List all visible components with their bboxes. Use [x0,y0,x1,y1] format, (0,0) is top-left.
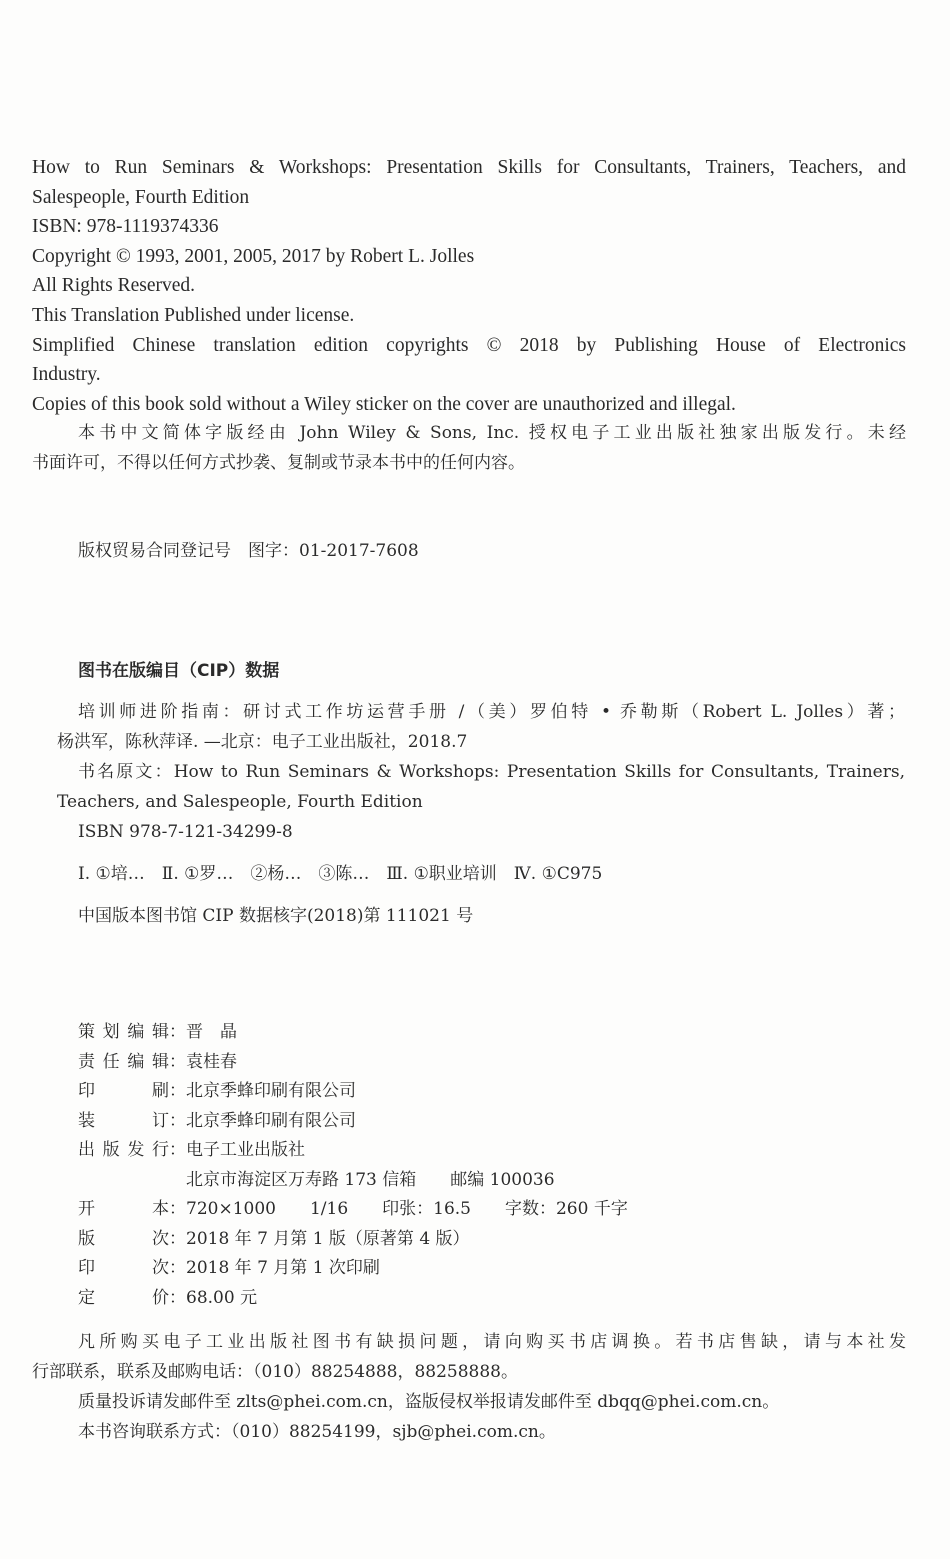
cip-entry-line: 培训师进阶指南：研讨式工作坊运营手册 /（美）罗伯特 • 乔勒斯（Robert L. Jolles）著； [78,702,905,722]
pub-label: 开 本 ： [78,1199,186,1219]
pub-label: 定 价 ： [78,1287,186,1308]
authorization-line: 本书中文简体字版经由 John Wiley & Sons, Inc. 授权电子工业出版社独家出版发行。未经 [78,423,906,443]
pub-value: 电子工业出版社 [186,1140,305,1160]
sticker-notice: Copies of this book sold without a Wiley sticker on the cover are unauthorized and illegal. [32,393,736,415]
cip-entry-line: 杨洪军，陈秋萍译. —北京：电子工业出版社，2018.7 [57,732,468,752]
copyright-line: Copyright © 1993, 2001, 2005, 2017 by Robert L. Jolles [32,245,475,267]
registration-number: 版权贸易合同登记号 图字：01-2017-7608 [78,541,419,561]
notice-line: 凡所购买电子工业出版社图书有缺损问题，请向购买书店调换。若书店售缺，请与本社发 [78,1332,906,1352]
authorization-statement [32,419,906,478]
english-copyright-block [32,153,906,419]
cip-original-title: Teachers, and Salespeople, Fourth Edition [57,792,423,812]
pub-value: 720×1000 1/16 印张：16.5 字数：260 千字 [186,1199,628,1219]
cip-data-block [57,697,905,931]
inquiry-contact: 本书咨询联系方式：（010）88254199，sjb@phei.com.cn。 [78,1422,556,1442]
pub-label-empty [78,1166,186,1196]
original-isbn: ISBN: 978-1119374336 [32,216,219,238]
cip-isbn: ISBN 978-7-121-34299-8 [78,822,293,842]
publication-info [78,1018,628,1313]
pub-label: 印 次 ： [78,1258,186,1278]
pub-row [78,1107,628,1137]
pub-row [78,1166,628,1196]
pub-row [78,1225,628,1255]
translation-copyright-line: Simplified Chinese translation edition copyrights © 2018 by Publishing House of Electronics [32,334,906,356]
pub-row [78,1284,628,1314]
pub-row [78,1254,628,1284]
rights-reserved: All Rights Reserved. [32,275,196,297]
pub-label: 装 订 ： [78,1110,186,1131]
pub-value: 北京季蜂印刷有限公司 [186,1081,356,1101]
original-title-line: How to Run Seminars & Workshops: Presentation Skills for Consultants, Trainers, Teachers, and [32,157,906,178]
original-title-line: Salespeople, Fourth Edition [32,186,250,208]
notice-line: 行部联系，联系及邮购电话：（010）88254888，88258888。 [32,1362,519,1382]
pub-row [78,1077,628,1107]
pub-row [78,1136,628,1166]
cip-heading: 图书在版编目（CIP）数据 [78,661,280,681]
pub-label: 责 任 编 辑 ： [78,1051,186,1072]
pub-row [78,1048,628,1078]
pub-value: 袁桂春 [186,1051,237,1072]
pub-value: 2018 年 7 月第 1 版（原著第 4 版） [186,1228,470,1249]
license-line: This Translation Published under license. [32,304,355,326]
pub-value: 北京季蜂印刷有限公司 [186,1110,356,1131]
pub-label: 策 划 编 辑 ： [78,1022,186,1042]
pub-label: 出 版 发 行 ： [78,1140,186,1160]
cip-original-title: 书名原文：How to Run Seminars & Workshops: Presentation Skills for Consultants, Trainers, [78,762,905,782]
customer-notice [32,1327,906,1447]
authorization-line: 书面许可，不得以任何方式抄袭、复制或节录本书中的任何内容。 [32,452,525,473]
complaint-contact: 质量投诉请发邮件至 zlts@phei.com.cn，盗版侵权举报请发邮件至 dbqq@phei.com.cn。 [78,1392,780,1412]
pub-label: 版 次 ： [78,1228,186,1249]
cip-classification: Ⅰ. ①培… Ⅱ. ①罗… ②杨… ③陈… Ⅲ. ①职业培训 Ⅳ. ①C975 [78,864,603,884]
pub-label: 印 刷 ： [78,1081,186,1101]
pub-value: 2018 年 7 月第 1 次印刷 [186,1258,380,1278]
cip-number: 中国版本图书馆 CIP 数据核字(2018)第 111021 号 [78,906,474,926]
translation-copyright-line: Industry. [32,364,101,386]
pub-row [78,1018,628,1048]
pub-value: 晋 晶 [186,1022,237,1042]
copyright-registration [78,536,419,566]
pub-row [78,1195,628,1225]
pub-value: 68.00 元 [186,1287,258,1308]
pub-address: 北京市海淀区万寿路 173 信箱 邮编 100036 [186,1169,555,1190]
